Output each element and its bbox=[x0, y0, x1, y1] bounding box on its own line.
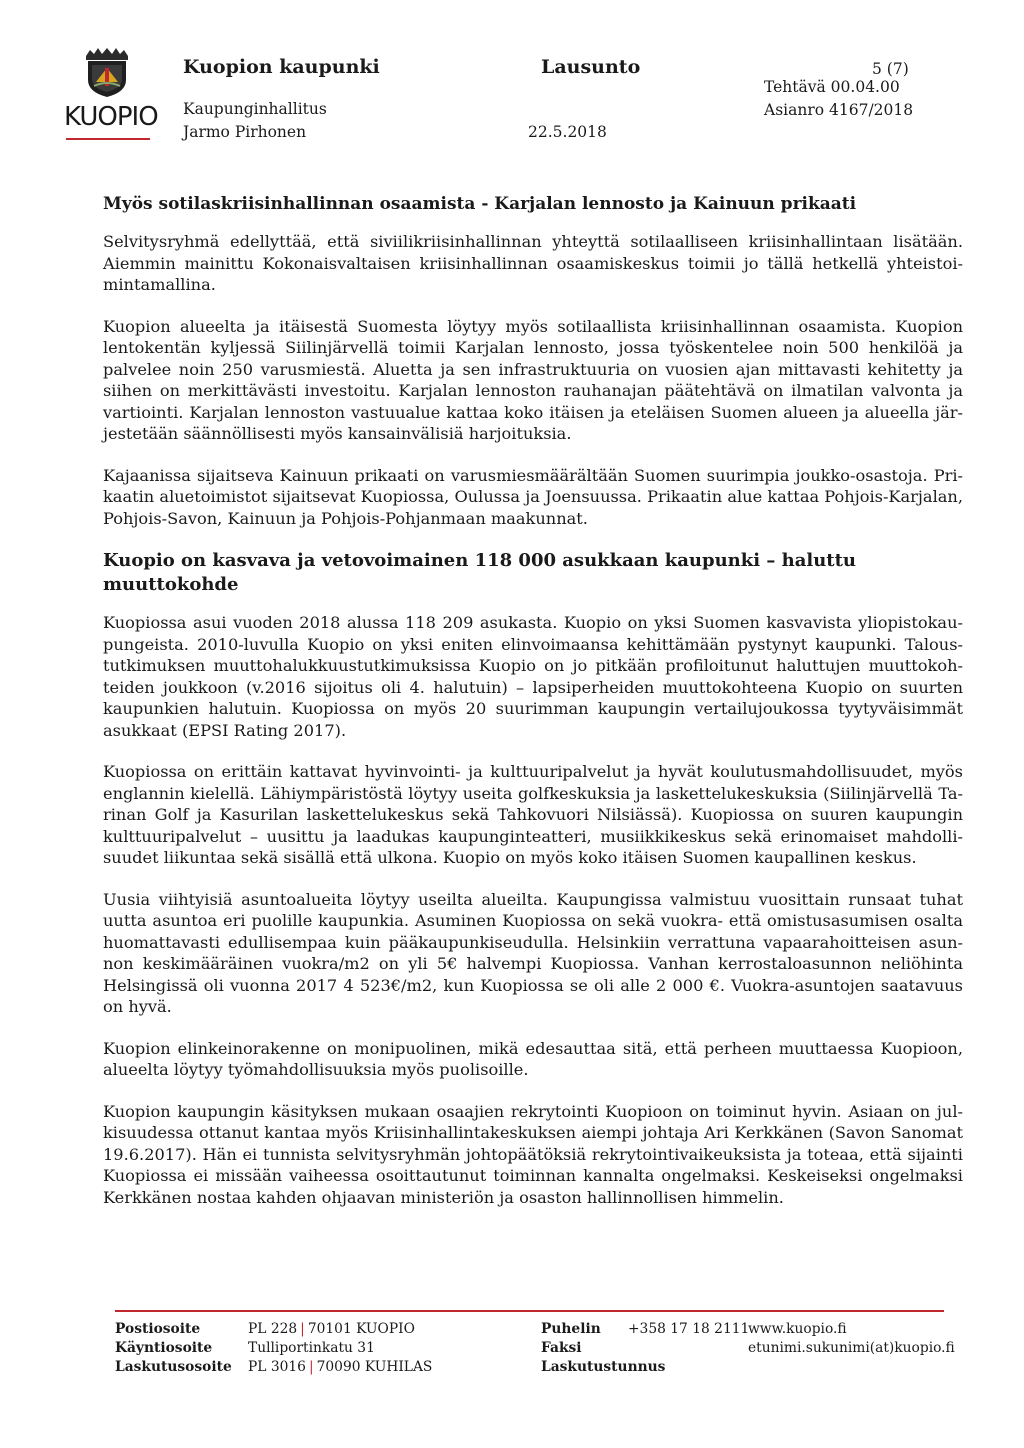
paragraph: Kuopion elinkeinorakenne on monipuolinen, mikä edesauttaa sitä, että perheen muuttaessa Kuopioon, alueelta löytyy työmahdollisuuksia myös puolisoille. bbox=[103, 1038, 963, 1079]
logo-underline bbox=[66, 138, 150, 140]
paragraph: Uusia viihtyisiä asuntoalueita löytyy useilta alueilta. Kaupungissa valmistuu vuosittain runsaat tuhat uutta asuntoa eri puolille kaupunkia. Asuminen Kuopiossa on sekä vuokra- että omistusasumisen osalta huomattavasti edullisempaa kuin pääkaupunkiseudulla. Helsinkiin verrattuna vapaarahoitteisen asunnon keskimääräinen vuokra/m2 on yli 5€ halvempi Kuopiossa. Vanhan kerrostaloasunnon neliöhinta Helsingissä oli vuonna 2017 4 523€/m2, kun Kuopiossa se oli alle 2 000 €. Vuokra-asuntojen saatavuus on hyvä. bbox=[103, 889, 963, 1016]
footer-divider bbox=[115, 1310, 944, 1312]
billing-label: Laskutusosoite bbox=[115, 1359, 232, 1375]
email-address[interactable]: etunimi.sukunimi(at)kuopio.fi bbox=[748, 1340, 955, 1356]
footer-contact-col5 bbox=[748, 1320, 955, 1358]
paragraph: Kuopiossa asui vuoden 2018 alussa 118 209 asukasta. Kuopio on yksi Suomen kasvavista yliopistokaupungeista. 2010-luvulla Kuopio on yksi eniten elinvoimaansa kehittämään pystynyt kaupunki. Taloustutkimuksen muuttohalukkuustutkimuksissa Kuopio on jo pitkään profiloitunut haluttujen muuttokohteiden joukkoon (v.2016 sijoitus oli 4. halutuin) – lapsiperheiden muuttokohteena Kuopio on suurten kaupunkien halutuin. Kuopiossa on myös 20 suurimman kaupungin vertailujoukossa tyytyväisimmät asukkaat (EPSI Rating 2017). bbox=[103, 613, 963, 740]
footer-labels-col1 bbox=[115, 1320, 232, 1377]
visit-label: Käyntiosoite bbox=[115, 1340, 213, 1356]
task-number: Tehtävä 00.04.00 bbox=[764, 78, 900, 96]
section-heading-growth: Kuopio on kasvava ja vetovoimainen 118 000 asukkaan kaupunki – haluttu muuttokohde bbox=[103, 550, 856, 595]
paragraph: Kuopiossa on erittäin kattavat hyvinvointi- ja kulttuuripalvelut ja hyvät koulutusmahdollisuudet, myös englannin kielellä. Lähiympäristöstä löytyy useita golfkeskuksia ja laskettelukeskuksia (Siilinjärvellä Tarinan Golf ja Kasurilan laskettelukeskus sekä Tahkovuori Nilsiässä). Kuopiossa on suuren kaupungin kulttuuripalvelut – uusittu ja laadukas kaupunginteatteri, musiikkikeskus sekä erinomaiset mahdollisuudet liikuntaa sekä sisällä että ulkona. Kuopio on myös koko itäisen Suomen kaupallinen keskus. bbox=[103, 762, 963, 867]
billing-address: PL 3016 | 70090 KUHILAS bbox=[248, 1359, 433, 1375]
page-number: 5 (7) bbox=[872, 60, 909, 78]
paragraph: Selvitysryhmä edellyttää, että siviilikriisinhallinnan yhteyttä sotilaalliseen kriisinhallintaan lisätään. Aiemmin mainittu Kokonaisvaltaisen kriisinhallinnan osaamiskeskus toimii jo tällä hetkellä yhteistoimintamallina. bbox=[103, 232, 963, 294]
section-heading-military: Myös sotilaskriisinhallinnan osaamista - Karjalan lennosto ja Kainuun prikaati bbox=[103, 194, 857, 214]
website-link[interactable]: www.kuopio.fi bbox=[748, 1321, 847, 1337]
case-number: Asianro 4167/2018 bbox=[764, 101, 914, 119]
department-name: Kaupunginhallitus bbox=[183, 100, 327, 118]
postal-address: PL 228 | 70101 KUOPIO bbox=[248, 1321, 415, 1337]
phone-number: +358 17 18 2111 bbox=[628, 1321, 750, 1337]
organization-name: Kuopion kaupunki bbox=[183, 56, 380, 78]
paragraph: Kajaanissa sijaitseva Kainuun prikaati on varusmiesmäärältään Suomen suurimpia joukko-osastoja. Prikaatin aluetoimistot sijaitsevat Kuopiossa, Oulussa ja Joensuussa. Prikaatin alue kattaa Pohjois-Karjalan, Pohjois-Savon, Kainuun ja Pohjois-Pohjanmaan maakunnat. bbox=[103, 465, 963, 528]
paragraph: Kuopion alueelta ja itäisestä Suomesta löytyy myös sotilaallista kriisinhallinnan osaamista. Kuopion lentokentän kyljessä Siilinjärvellä toimii Karjalan lennosto, jossa työskentelee noin 500 henkilöä ja palvelee noin 250 varusmiestä. Aluetta ja sen infrastruktuuria on vuosien ajan mittavasti kehitetty ja siihen on merkittävästi investoitu. Karjalan lennoston rauhanajan päätehtävä on ilmatilan valvonta ja vartiointi. Karjalan lennoston vastuualue kattaa koko itäisen ja eteläisen Suomen alueen ja alueella järjestetään säännöllisesti myös kansainvälisiä harjoituksia. bbox=[103, 316, 963, 443]
phone-label: Puhelin bbox=[541, 1321, 601, 1337]
document-type: Lausunto bbox=[541, 56, 641, 78]
document-date: 22.5.2018 bbox=[528, 123, 607, 141]
billing-id-label: Laskutustunnus bbox=[541, 1359, 666, 1375]
postal-label: Postiosoite bbox=[115, 1321, 201, 1337]
fax-label: Faksi bbox=[541, 1340, 582, 1356]
footer-values-col2 bbox=[248, 1320, 432, 1377]
paragraph: Kuopion kaupungin käsityksen mukaan osaajien rekrytointi Kuopioon on toiminut hyvin. Asiaan on julkisuudessa ottanut kantaa myös Kriisinhallintakeskuksen aiempi johtaja Ari Kerkkänen (Savon Sanomat 19.6.2017). Hän ei tunnista selvitysryhmän johtopäätöksiä rekrytointivaikeuksista ja toteaa, että sijainti Kuopiossa ei missään vaiheessa osoittautunut toiminnan kannalta ongelmaksi. Keskeiseksi ongelmaksi Kerkkänen nostaa kahden ohjaavan ministeriön ja osaston hallinnollisen himmelin. bbox=[103, 1101, 963, 1207]
document-body bbox=[103, 192, 963, 1228]
author-name: Jarmo Pirhonen bbox=[183, 123, 307, 141]
crest-icon bbox=[80, 46, 134, 98]
visit-address: Tulliportinkatu 31 bbox=[248, 1340, 375, 1356]
logo-wordmark: KUOPIO bbox=[64, 102, 158, 132]
footer-values-col4 bbox=[628, 1320, 749, 1339]
